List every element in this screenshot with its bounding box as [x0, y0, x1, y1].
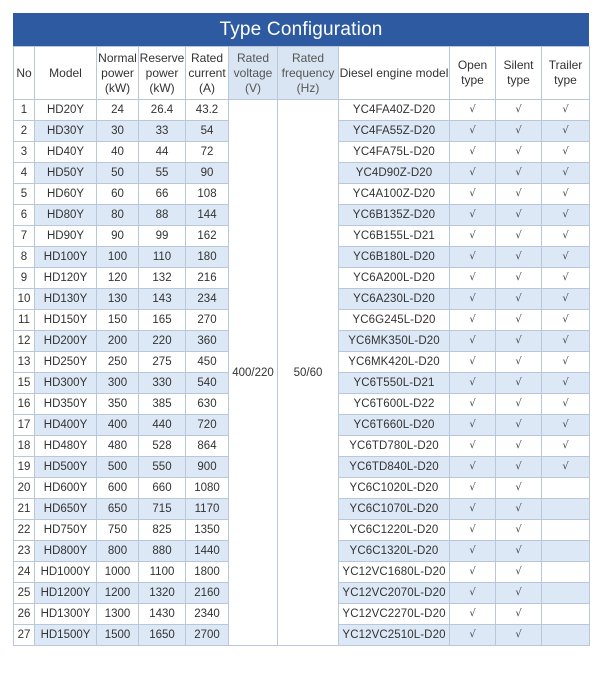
cell-normal-power: 90 [97, 226, 139, 247]
check-icon-trailer: √ [542, 394, 590, 415]
check-icon-open: √ [450, 310, 496, 331]
row-number: 16 [14, 394, 35, 415]
cell-model: HD500Y [35, 457, 97, 478]
check-icon-silent: √ [496, 352, 542, 373]
cell-model: HD1000Y [35, 562, 97, 583]
cell-engine-model: YC4FA40Z-D20 [339, 100, 450, 121]
cell-normal-power: 50 [97, 163, 139, 184]
cell-engine-model: YC6B135Z-D20 [339, 205, 450, 226]
check-icon-trailer: √ [542, 163, 590, 184]
check-icon-trailer: √ [542, 226, 590, 247]
cell-reserve-power: 66 [139, 184, 186, 205]
row-number: 7 [14, 226, 35, 247]
check-icon-silent: √ [496, 184, 542, 205]
check-icon-trailer: √ [542, 289, 590, 310]
row-number: 21 [14, 499, 35, 520]
header-text: Silent [503, 58, 534, 72]
header-text: (A) [199, 80, 215, 95]
cell-rated-current: 162 [186, 226, 229, 247]
cell-reserve-power: 660 [139, 478, 186, 499]
cell-normal-power: 150 [97, 310, 139, 331]
table-row [14, 100, 590, 121]
cell-reserve-power: 44 [139, 142, 186, 163]
cell-normal-power: 350 [97, 394, 139, 415]
page-title: Type Configuration [13, 13, 589, 46]
cell-rated-current: 90 [186, 163, 229, 184]
cell-model: HD40Y [35, 142, 97, 163]
check-icon-trailer: √ [542, 436, 590, 457]
row-number: 15 [14, 373, 35, 394]
cell-model: HD120Y [35, 268, 97, 289]
cell-model: HD150Y [35, 310, 97, 331]
check-icon-silent: √ [496, 583, 542, 604]
cell-engine-model: YC6MK350L-D20 [339, 331, 450, 352]
row-number: 26 [14, 604, 35, 625]
cell-normal-power: 300 [97, 373, 139, 394]
header-reserve-power [139, 47, 186, 100]
check-icon-open: √ [450, 289, 496, 310]
cell-engine-model: YC6A200L-D20 [339, 268, 450, 289]
cell-rated-current: 1440 [186, 541, 229, 562]
check-icon-trailer [542, 478, 590, 499]
check-icon-trailer [542, 625, 590, 646]
cell-engine-model: YC6MK420L-D20 [339, 352, 450, 373]
check-icon-open: √ [450, 352, 496, 373]
header-text: Rated [291, 50, 325, 65]
cell-model: HD800Y [35, 541, 97, 562]
header-text: power [145, 65, 179, 80]
check-icon-silent: √ [496, 373, 542, 394]
cell-engine-model: YC4A100Z-D20 [339, 184, 450, 205]
cell-model: HD80Y [35, 205, 97, 226]
header-row [14, 47, 590, 100]
check-icon-open: √ [450, 541, 496, 562]
cell-rated-current: 630 [186, 394, 229, 415]
header-text: Rated [236, 50, 270, 65]
check-icon-open: √ [450, 373, 496, 394]
cell-model: HD300Y [35, 373, 97, 394]
check-icon-silent: √ [496, 499, 542, 520]
check-icon-open: √ [450, 583, 496, 604]
cell-rated-current: 540 [186, 373, 229, 394]
check-icon-trailer: √ [542, 205, 590, 226]
cell-engine-model: YC4D90Z-D20 [339, 163, 450, 184]
check-icon-open: √ [450, 226, 496, 247]
header-model: Model [35, 47, 97, 100]
cell-normal-power: 1500 [97, 625, 139, 646]
cell-model: HD650Y [35, 499, 97, 520]
cell-normal-power: 1300 [97, 604, 139, 625]
header-rated-voltage [229, 47, 278, 100]
check-icon-silent: √ [496, 247, 542, 268]
cell-normal-power: 1000 [97, 562, 139, 583]
check-icon-open: √ [450, 436, 496, 457]
check-icon-silent: √ [496, 604, 542, 625]
cell-reserve-power: 220 [139, 331, 186, 352]
header-text: current [188, 65, 226, 80]
cell-reserve-power: 1100 [139, 562, 186, 583]
cell-normal-power: 500 [97, 457, 139, 478]
cell-rated-current: 2340 [186, 604, 229, 625]
header-text: voltage [233, 65, 273, 80]
cell-rated-current: 720 [186, 415, 229, 436]
check-icon-trailer: √ [542, 373, 590, 394]
cell-model: HD750Y [35, 520, 97, 541]
cell-engine-model: YC6TD840L-D20 [339, 457, 450, 478]
check-icon-open: √ [450, 478, 496, 499]
header-text: type [554, 73, 577, 87]
check-icon-silent: √ [496, 142, 542, 163]
cell-normal-power: 80 [97, 205, 139, 226]
check-icon-silent: √ [496, 415, 542, 436]
cell-normal-power: 24 [97, 100, 139, 121]
cell-rated-current: 270 [186, 310, 229, 331]
check-icon-open: √ [450, 331, 496, 352]
check-icon-silent: √ [496, 625, 542, 646]
check-icon-open: √ [450, 562, 496, 583]
cell-reserve-power: 143 [139, 289, 186, 310]
cell-normal-power: 130 [97, 289, 139, 310]
cell-reserve-power: 528 [139, 436, 186, 457]
cell-model: HD50Y [35, 163, 97, 184]
cell-normal-power: 40 [97, 142, 139, 163]
header-text: frequency [281, 65, 335, 80]
check-icon-open: √ [450, 205, 496, 226]
cell-engine-model: YC12VC1680L-D20 [339, 562, 450, 583]
header-open-type [450, 47, 496, 100]
check-icon-silent: √ [496, 121, 542, 142]
check-icon-silent: √ [496, 478, 542, 499]
header-text: Normal [98, 50, 137, 65]
header-text: Rated [190, 50, 224, 65]
config-table-container [13, 13, 589, 646]
check-icon-trailer [542, 583, 590, 604]
cell-reserve-power: 550 [139, 457, 186, 478]
check-icon-silent: √ [496, 289, 542, 310]
check-icon-silent: √ [496, 331, 542, 352]
row-number: 13 [14, 352, 35, 373]
cell-engine-model: YC6G245L-D20 [339, 310, 450, 331]
cell-engine-model: YC6T600L-D22 [339, 394, 450, 415]
cell-model: HD60Y [35, 184, 97, 205]
check-icon-trailer: √ [542, 268, 590, 289]
cell-engine-model: YC6C1070L-D20 [339, 499, 450, 520]
cell-normal-power: 650 [97, 499, 139, 520]
row-number: 22 [14, 520, 35, 541]
check-icon-open: √ [450, 121, 496, 142]
cell-model: HD130Y [35, 289, 97, 310]
cell-reserve-power: 715 [139, 499, 186, 520]
row-number: 24 [14, 562, 35, 583]
cell-model: HD1300Y [35, 604, 97, 625]
cell-reserve-power: 385 [139, 394, 186, 415]
row-number: 18 [14, 436, 35, 457]
header-text: Reserve [139, 50, 185, 65]
row-number: 11 [14, 310, 35, 331]
cell-reserve-power: 825 [139, 520, 186, 541]
cell-reserve-power: 165 [139, 310, 186, 331]
header-text: power [101, 65, 134, 80]
check-icon-trailer [542, 499, 590, 520]
cell-engine-model: YC6B155L-D21 [339, 226, 450, 247]
cell-engine-model: YC6C1220L-D20 [339, 520, 450, 541]
header-silent-type [496, 47, 542, 100]
cell-reserve-power: 275 [139, 352, 186, 373]
cell-engine-model: YC6T660L-D20 [339, 415, 450, 436]
cell-model: HD100Y [35, 247, 97, 268]
header-text: (kW) [149, 80, 175, 95]
cell-rated-frequency: 50/60 [278, 100, 339, 646]
header-text: (V) [245, 80, 261, 95]
row-number: 2 [14, 121, 35, 142]
check-icon-open: √ [450, 625, 496, 646]
cell-rated-current: 234 [186, 289, 229, 310]
check-icon-open: √ [450, 247, 496, 268]
cell-rated-current: 72 [186, 142, 229, 163]
cell-rated-current: 144 [186, 205, 229, 226]
check-icon-trailer: √ [542, 100, 590, 121]
cell-reserve-power: 1320 [139, 583, 186, 604]
cell-reserve-power: 132 [139, 268, 186, 289]
cell-engine-model: YC6C1320L-D20 [339, 541, 450, 562]
check-icon-open: √ [450, 604, 496, 625]
cell-rated-current: 1350 [186, 520, 229, 541]
cell-normal-power: 30 [97, 121, 139, 142]
check-icon-open: √ [450, 457, 496, 478]
header-trailer-type [542, 47, 590, 100]
cell-rated-current: 360 [186, 331, 229, 352]
check-icon-open: √ [450, 520, 496, 541]
check-icon-silent: √ [496, 541, 542, 562]
cell-model: HD480Y [35, 436, 97, 457]
cell-model: HD20Y [35, 100, 97, 121]
row-number: 4 [14, 163, 35, 184]
check-icon-open: √ [450, 142, 496, 163]
cell-model: HD600Y [35, 478, 97, 499]
header-text: (Hz) [296, 80, 320, 95]
check-icon-open: √ [450, 415, 496, 436]
row-number: 5 [14, 184, 35, 205]
cell-engine-model: YC6A230L-D20 [339, 289, 450, 310]
cell-reserve-power: 55 [139, 163, 186, 184]
cell-rated-voltage: 400/220 [229, 100, 278, 646]
row-number: 17 [14, 415, 35, 436]
cell-model: HD400Y [35, 415, 97, 436]
check-icon-trailer: √ [542, 142, 590, 163]
check-icon-open: √ [450, 163, 496, 184]
cell-reserve-power: 1430 [139, 604, 186, 625]
cell-rated-current: 450 [186, 352, 229, 373]
check-icon-open: √ [450, 394, 496, 415]
header-normal-power [97, 47, 139, 100]
cell-reserve-power: 88 [139, 205, 186, 226]
cell-engine-model: YC12VC2070L-D20 [339, 583, 450, 604]
cell-rated-current: 108 [186, 184, 229, 205]
check-icon-trailer [542, 562, 590, 583]
header-text: Trailer [548, 58, 583, 72]
check-icon-silent: √ [496, 457, 542, 478]
cell-reserve-power: 110 [139, 247, 186, 268]
check-icon-trailer [542, 541, 590, 562]
table-body [14, 100, 590, 646]
cell-engine-model: YC6TD780L-D20 [339, 436, 450, 457]
header-text: (kW) [104, 80, 131, 95]
row-number: 25 [14, 583, 35, 604]
check-icon-open: √ [450, 499, 496, 520]
cell-engine-model: YC6B180L-D20 [339, 247, 450, 268]
cell-normal-power: 200 [97, 331, 139, 352]
row-number: 12 [14, 331, 35, 352]
header-engine-model: Diesel engine model [339, 47, 450, 100]
row-number: 19 [14, 457, 35, 478]
cell-reserve-power: 330 [139, 373, 186, 394]
check-icon-silent: √ [496, 163, 542, 184]
cell-model: HD350Y [35, 394, 97, 415]
cell-rated-current: 1080 [186, 478, 229, 499]
cell-rated-current: 43.2 [186, 100, 229, 121]
cell-rated-current: 1170 [186, 499, 229, 520]
cell-model: HD90Y [35, 226, 97, 247]
cell-normal-power: 1200 [97, 583, 139, 604]
header-text: Open [457, 58, 488, 72]
cell-rated-current: 900 [186, 457, 229, 478]
check-icon-trailer: √ [542, 415, 590, 436]
cell-normal-power: 100 [97, 247, 139, 268]
header-rated-current [186, 47, 229, 100]
check-icon-open: √ [450, 268, 496, 289]
row-number: 9 [14, 268, 35, 289]
row-number: 1 [14, 100, 35, 121]
row-number: 6 [14, 205, 35, 226]
check-icon-trailer [542, 604, 590, 625]
cell-rated-current: 2160 [186, 583, 229, 604]
header-text: type [507, 73, 530, 87]
check-icon-silent: √ [496, 394, 542, 415]
check-icon-silent: √ [496, 205, 542, 226]
row-number: 20 [14, 478, 35, 499]
cell-engine-model: YC12VC2510L-D20 [339, 625, 450, 646]
check-icon-trailer [542, 520, 590, 541]
cell-engine-model: YC6T550L-D21 [339, 373, 450, 394]
cell-normal-power: 120 [97, 268, 139, 289]
cell-reserve-power: 440 [139, 415, 186, 436]
cell-normal-power: 600 [97, 478, 139, 499]
cell-normal-power: 60 [97, 184, 139, 205]
row-number: 10 [14, 289, 35, 310]
cell-engine-model: YC12VC2270L-D20 [339, 604, 450, 625]
header-no: No [14, 47, 35, 100]
header-text: type [461, 73, 484, 87]
check-icon-trailer: √ [542, 247, 590, 268]
cell-normal-power: 750 [97, 520, 139, 541]
cell-engine-model: YC6C1020L-D20 [339, 478, 450, 499]
check-icon-silent: √ [496, 520, 542, 541]
cell-reserve-power: 1650 [139, 625, 186, 646]
cell-rated-current: 216 [186, 268, 229, 289]
check-icon-silent: √ [496, 100, 542, 121]
cell-rated-current: 180 [186, 247, 229, 268]
cell-model: HD200Y [35, 331, 97, 352]
cell-normal-power: 800 [97, 541, 139, 562]
check-icon-trailer: √ [542, 352, 590, 373]
check-icon-trailer: √ [542, 184, 590, 205]
cell-model: HD30Y [35, 121, 97, 142]
cell-rated-current: 864 [186, 436, 229, 457]
cell-reserve-power: 99 [139, 226, 186, 247]
row-number: 27 [14, 625, 35, 646]
check-icon-silent: √ [496, 562, 542, 583]
cell-engine-model: YC4FA75L-D20 [339, 142, 450, 163]
cell-rated-current: 54 [186, 121, 229, 142]
check-icon-open: √ [450, 100, 496, 121]
check-icon-silent: √ [496, 310, 542, 331]
check-icon-silent: √ [496, 268, 542, 289]
cell-normal-power: 250 [97, 352, 139, 373]
header-rated-frequency [278, 47, 339, 100]
cell-reserve-power: 26.4 [139, 100, 186, 121]
check-icon-trailer: √ [542, 331, 590, 352]
cell-reserve-power: 880 [139, 541, 186, 562]
check-icon-trailer: √ [542, 457, 590, 478]
cell-normal-power: 480 [97, 436, 139, 457]
check-icon-trailer: √ [542, 310, 590, 331]
cell-model: HD1200Y [35, 583, 97, 604]
check-icon-trailer: √ [542, 121, 590, 142]
row-number: 23 [14, 541, 35, 562]
cell-model: HD250Y [35, 352, 97, 373]
row-number: 8 [14, 247, 35, 268]
cell-engine-model: YC4FA55Z-D20 [339, 121, 450, 142]
cell-rated-current: 2700 [186, 625, 229, 646]
cell-reserve-power: 33 [139, 121, 186, 142]
cell-model: HD1500Y [35, 625, 97, 646]
check-icon-silent: √ [496, 226, 542, 247]
cell-rated-current: 1800 [186, 562, 229, 583]
check-icon-silent: √ [496, 436, 542, 457]
check-icon-open: √ [450, 184, 496, 205]
cell-normal-power: 400 [97, 415, 139, 436]
row-number: 3 [14, 142, 35, 163]
type-configuration-table [13, 46, 590, 646]
